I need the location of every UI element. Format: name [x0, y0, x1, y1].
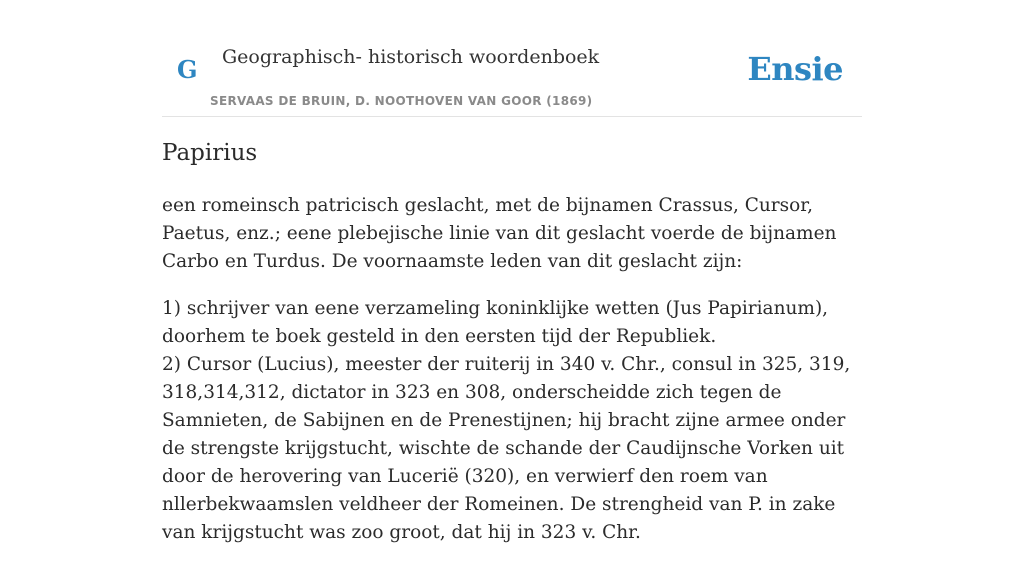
book-logo-icon[interactable]: G — [177, 55, 198, 84]
book-header — [162, 0, 862, 117]
list-item: 1) schrijver van eene verzameling koninklijke wetten (Jus Papirianum), doorhem te boek gesteld in den eersten tijd der Republiek. — [162, 298, 829, 347]
entry-list — [162, 295, 864, 547]
entry-title: Papirius — [162, 140, 258, 166]
book-title-link[interactable]: Geographisch- historisch woordenboek — [222, 46, 600, 68]
entry-intro-paragraph: een romeinsch patricisch geslacht, met de bijnamen Crassus, Cursor, Paetus, enz.; eene plebejische linie van dit geslacht voerde de bijnamen Carbo en Turdus. De voornaamste leden van dit geslacht zijn: — [162, 195, 837, 272]
book-author-year: SERVAAS DE BRUIN, D. NOOTHOVEN VAN GOOR (1869) — [210, 94, 593, 108]
entry-content — [162, 192, 864, 566]
ensie-brand-logo[interactable]: Ensie — [747, 50, 843, 88]
list-item: 2) Cursor (Lucius), meester der ruiterij in 340 v. Chr., consul in 325, 319, 318,314,312, dictator in 323 en 308, onderscheidde zich tegen de Samnieten, de Sabijnen en de Prenestijnen; hij bracht zijne armee onder de strengste krijgstucht, wischte de schande der Caudijnsche Vorken uit door de herovering van Lucerië (320), en verwierf den roem van nllerbekwaamslen veldheer der Romeinen. De strengheid van P. in zake van krijgstucht was zoo groot, dat hij in 323 v. Chr. — [162, 354, 851, 543]
